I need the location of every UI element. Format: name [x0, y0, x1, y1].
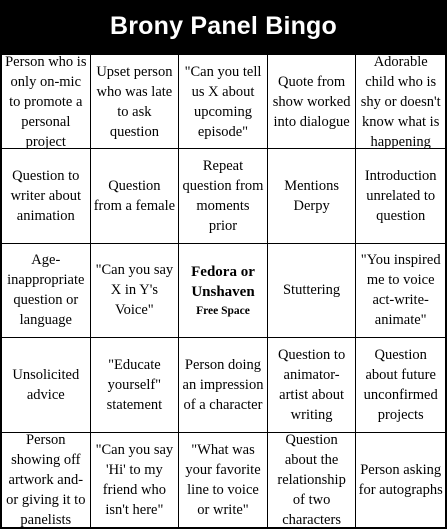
bingo-cell-text: "Can you say 'Hi' to my friend who isn't here": [95, 441, 174, 518]
bingo-grid: [0, 53, 447, 529]
bingo-cell[interactable]: [2, 149, 91, 243]
bingo-cell-text: Person who is only on-mic to promote a personal project: [5, 55, 87, 150]
bingo-cell[interactable]: [179, 55, 268, 149]
bingo-cell[interactable]: [179, 338, 268, 432]
bingo-cell[interactable]: [2, 433, 91, 527]
bingo-cell-text: Question about future unconfirmed projects: [363, 346, 438, 423]
bingo-cell-text: Person doing an impression of a character: [182, 356, 264, 413]
bingo-cell-text: Unsolicited advice: [12, 366, 80, 403]
bingo-cell-text: Adorable child who is shy or doesn't know what is happening: [360, 55, 441, 150]
bingo-cell-text: Question about the relationship of two characters: [277, 432, 346, 527]
bingo-cell-text: Person asking for autographs: [358, 461, 443, 498]
bingo-cell[interactable]: [91, 149, 180, 243]
free-space-title: Fedora or Unshaven: [191, 263, 255, 300]
bingo-cell[interactable]: [2, 244, 91, 338]
bingo-cell[interactable]: [91, 244, 180, 338]
bingo-cell[interactable]: [268, 149, 357, 243]
bingo-cell-text: Question from a female: [93, 178, 176, 215]
bingo-cell[interactable]: [356, 338, 445, 432]
bingo-cell-text: Mentions Derpy: [284, 178, 339, 215]
bingo-cell[interactable]: [356, 55, 445, 149]
bingo-cell-free-space[interactable]: [179, 244, 268, 338]
bingo-cell[interactable]: [268, 55, 357, 149]
bingo-cell[interactable]: [356, 149, 445, 243]
bingo-cell-text: Quote from show worked into dialogue: [272, 73, 351, 130]
bingo-cell[interactable]: [91, 433, 180, 527]
bingo-cell-text: "Can you say X in Y's Voice": [95, 262, 174, 319]
bingo-cell-text: Person showing off artwork and-or giving it to panelists: [6, 432, 86, 527]
bingo-cell-text: Question to animator-artist about writing: [277, 346, 346, 423]
bingo-cell[interactable]: [268, 433, 357, 527]
card-title: Brony Panel Bingo: [0, 0, 447, 53]
bingo-cell-text: Age-inappropriate question or language: [7, 252, 85, 329]
bingo-cell[interactable]: [356, 244, 445, 338]
bingo-cell[interactable]: [91, 338, 180, 432]
bingo-cell-text: Introduction unrelated to question: [364, 168, 437, 225]
bingo-cell[interactable]: [356, 433, 445, 527]
free-space-label: Free Space: [196, 304, 250, 317]
bingo-cell-text: Question to writer about animation: [10, 168, 82, 225]
bingo-cell-text: "What was your favorite line to voice or write": [185, 441, 261, 518]
bingo-cell[interactable]: [2, 55, 91, 149]
bingo-cell-text: "You inspired me to voice act-write-animate": [360, 252, 441, 329]
bingo-cell-text: Stuttering: [282, 282, 341, 299]
bingo-cell[interactable]: [179, 433, 268, 527]
bingo-cell[interactable]: [91, 55, 180, 149]
bingo-cell-text: "Can you tell us X about upcoming episode": [184, 63, 262, 140]
bingo-cell[interactable]: [2, 338, 91, 432]
bingo-cell[interactable]: [179, 149, 268, 243]
bingo-cell[interactable]: [268, 338, 357, 432]
bingo-cell-text: Upset person who was late to ask question: [96, 63, 173, 140]
bingo-cell-text: Repeat question from moments prior: [182, 158, 264, 235]
bingo-cell-text: "Educate yourself" statement: [106, 356, 163, 413]
bingo-cell[interactable]: [268, 244, 357, 338]
